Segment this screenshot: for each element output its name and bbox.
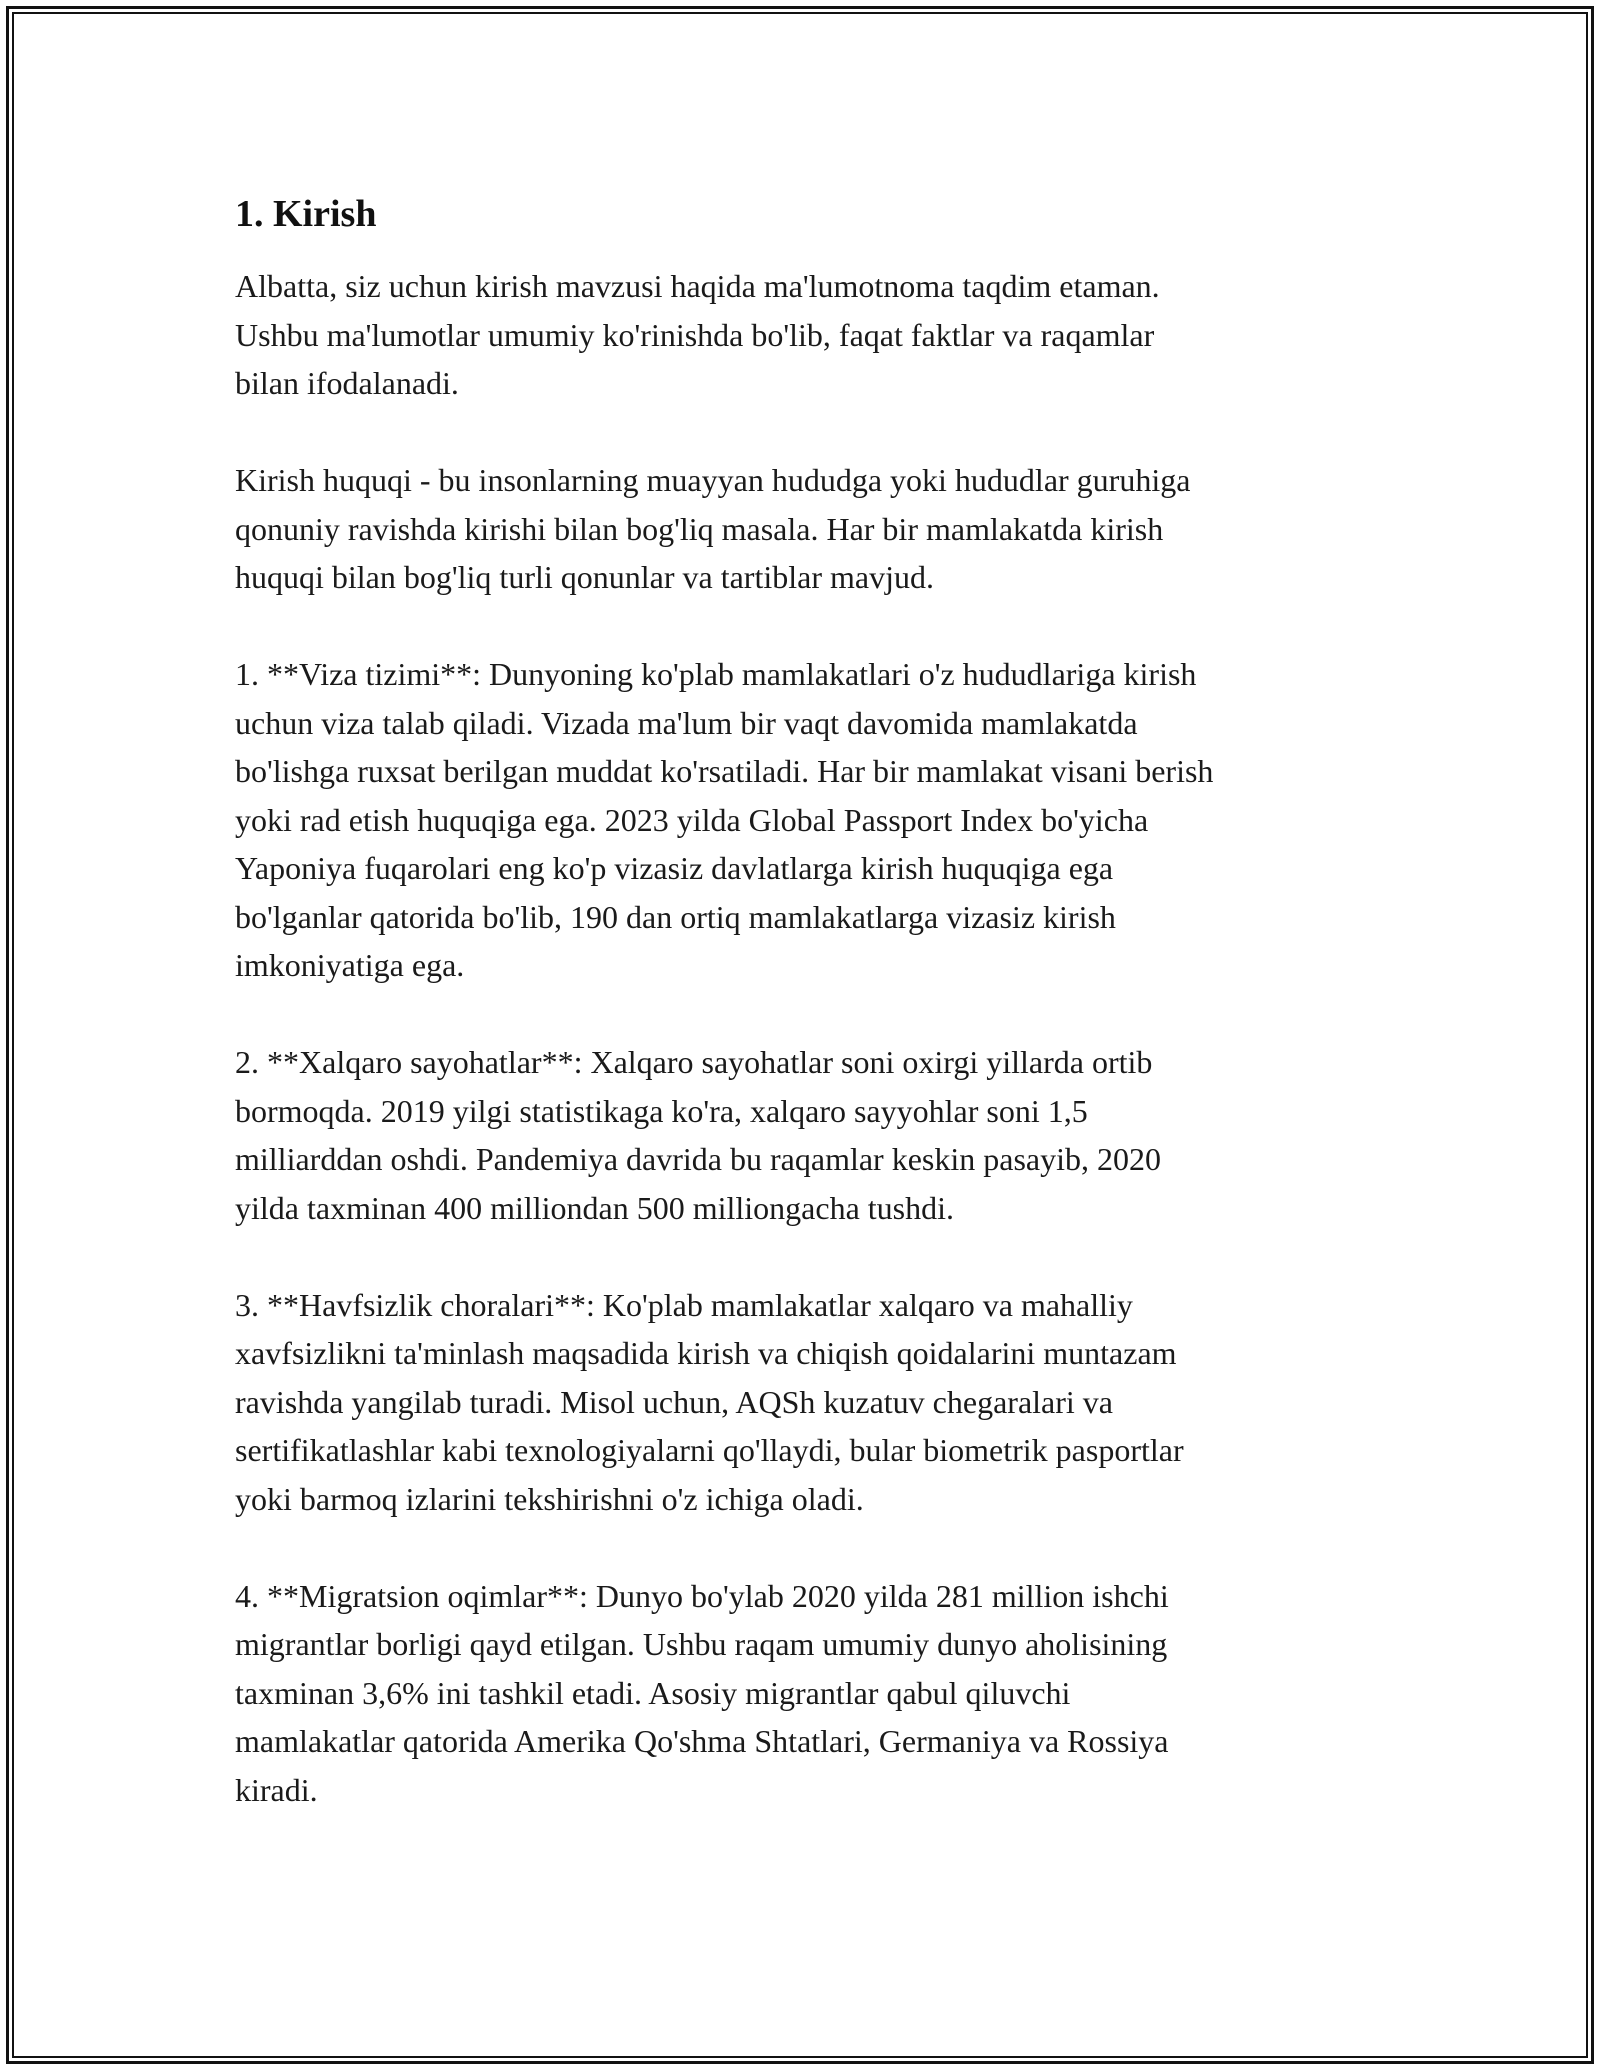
text-line: yilda taxminan 400 milliondan 500 milliongacha tushdi. bbox=[235, 1189, 955, 1226]
paragraph-list bbox=[235, 262, 1415, 1814]
text-line: yoki barmoq izlarini tekshirishni o'z ichiga oladi. bbox=[235, 1480, 864, 1517]
paragraph bbox=[235, 1281, 1415, 1524]
paragraph bbox=[235, 1572, 1415, 1815]
document-body bbox=[235, 186, 1415, 1863]
text-line: xavfsizlikni ta'minlash maqsadida kirish va chiqish qoidalarini muntazam bbox=[235, 1335, 1177, 1371]
text-line: sertifikatlashlar kabi texnologiyalarni qo'llaydi, bular biometrik pasportlar bbox=[235, 1432, 1184, 1468]
text-line: bo'lganlar qatorida bo'lib, 190 dan ortiq mamlakatlarga vizasiz kirish bbox=[235, 898, 1116, 935]
text-line: imkoniyatiga ega. bbox=[235, 947, 465, 983]
section-heading: 1. Kirish bbox=[235, 193, 377, 235]
paragraph bbox=[235, 262, 1415, 408]
paragraph bbox=[235, 456, 1415, 602]
text-line: milliarddan oshdi. Pandemiya davrida bu raqamlar keskin pasayib, 2020 bbox=[235, 1141, 1161, 1177]
text-line: uchun viza talab qiladi. Vizada ma'lum bir vaqt davomida mamlakatda bbox=[235, 704, 1138, 741]
text-line: qonuniy ravishda kirishi bilan bog'liq masala. Har bir mamlakatda kirish bbox=[235, 510, 1164, 547]
paragraph bbox=[235, 650, 1415, 990]
text-line: Kirish huquqi - bu insonlarning muayyan hududga yoki hududlar guruhiga bbox=[235, 462, 1191, 498]
text-line: 3. **Havfsizlik choralari**: Ko'plab mamlakatlar xalqaro va mahalliy bbox=[235, 1286, 1133, 1323]
text-line: 4. **Migratsion oqimlar**: Dunyo bo'ylab 2020 yilda 281 million ishchi bbox=[235, 1577, 1169, 1614]
text-line: 2. **Xalqaro sayohatlar**: Xalqaro sayohatlar soni oxirgi yillarda ortib bbox=[235, 1044, 1153, 1080]
text-line: migrantlar borligi qayd etilgan. Ushbu raqam umumiy dunyo aholisining bbox=[235, 1626, 1168, 1662]
paragraph bbox=[235, 1038, 1415, 1232]
text-line: kiradi. bbox=[235, 1771, 318, 1808]
text-line: bo'lishga ruxsat berilgan muddat ko'rsatiladi. Har bir mamlakat visani berish bbox=[235, 753, 1214, 789]
text-line: mamlakatlar qatorida Amerika Qo'shma Shtatlari, Germaniya va Rossiya bbox=[235, 1723, 1169, 1759]
text-line: taxminan 3,6% ini tashkil etadi. Asosiy migrantlar qabul qiluvchi bbox=[235, 1674, 1071, 1711]
text-line: huquqi bilan bog'liq turli qonunlar va tartiblar mavjud. bbox=[235, 559, 934, 595]
text-line: Ushbu ma'lumotlar umumiy ko'rinishda bo'lib, faqat faktlar va raqamlar bbox=[235, 316, 1155, 353]
text-line: Albatta, siz uchun kirish mavzusi haqida ma'lumotnoma taqdim etaman. bbox=[235, 268, 1160, 304]
text-line: yoki rad etish huquqiga ega. 2023 yilda Global Passport Index bo'yicha bbox=[235, 801, 1149, 838]
text-line: Yaponiya fuqarolari eng ko'p vizasiz davlatlarga kirish huquqiga ega bbox=[235, 850, 1114, 886]
text-line: ravishda yangilab turadi. Misol uchun, AQSh kuzatuv chegaralari va bbox=[235, 1383, 1113, 1420]
text-line: bormoqda. 2019 yilgi statistikaga ko'ra, xalqaro sayyohlar soni 1,5 bbox=[235, 1092, 1088, 1129]
text-line: 1. **Viza tizimi**: Dunyoning ko'plab mamlakatlari o'z hududlariga kirish bbox=[235, 656, 1197, 692]
text-line: bilan ifodalanadi. bbox=[235, 365, 459, 401]
